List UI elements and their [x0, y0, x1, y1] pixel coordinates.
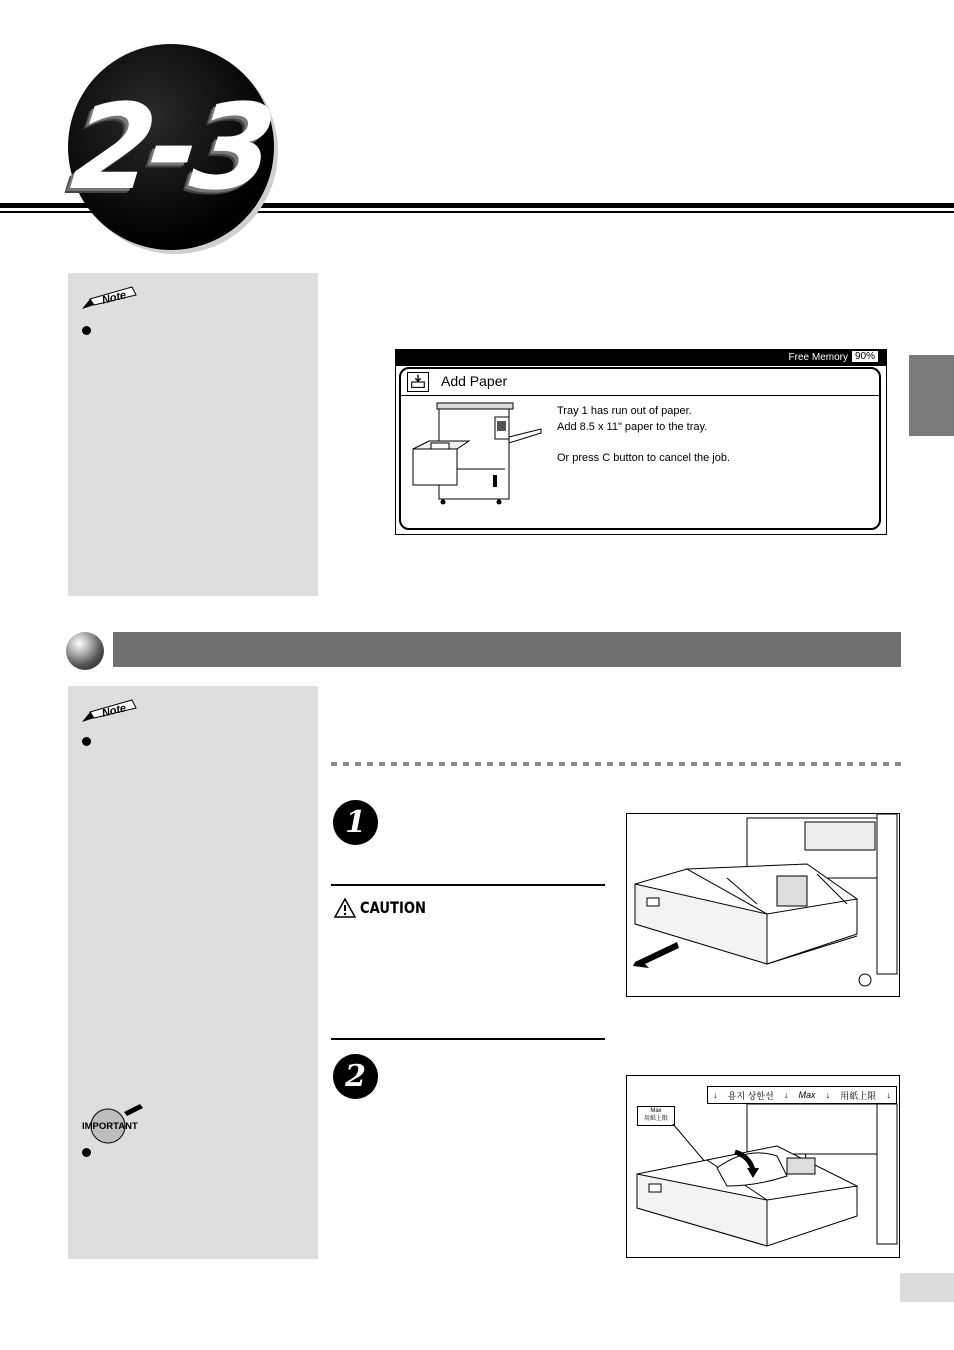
small-max-label: Max 用紙上限	[637, 1106, 675, 1126]
tray-pull-illustration	[626, 813, 900, 997]
caution-rule-top	[331, 884, 605, 886]
step-1-badge: 1	[333, 800, 378, 845]
bullet-icon	[82, 737, 91, 746]
note-pencil-icon	[80, 285, 138, 311]
section-title-bar	[113, 632, 901, 667]
important-badge-icon	[80, 1102, 146, 1146]
caution-label: CAUTION	[360, 898, 426, 917]
warning-triangle-icon	[334, 898, 356, 918]
chapter-number: 2-3	[66, 78, 276, 216]
caution-rule-bottom	[331, 1038, 605, 1040]
panel-title-row	[401, 369, 879, 396]
section-ball-icon	[66, 632, 104, 670]
tray-label-japanese: 用紙上限	[840, 1090, 877, 1101]
copier-illustration	[409, 399, 545, 507]
down-arrow-icon: ↓	[825, 1090, 831, 1100]
message-line-3: Or press C button to cancel the job.	[557, 452, 731, 464]
screen-status-bar	[396, 350, 886, 366]
tray-icon	[407, 372, 429, 392]
note-label: Note	[100, 702, 128, 720]
step-2-badge: 2	[333, 1054, 378, 1099]
bullet-icon	[82, 326, 91, 335]
panel-title: Add Paper	[441, 373, 508, 389]
tray-label-korean: 용지 상한선	[727, 1090, 774, 1101]
free-memory-label: Free Memory	[788, 352, 848, 363]
chapter-side-tab	[909, 355, 954, 436]
down-arrow-icon: ↓	[713, 1090, 718, 1100]
note-pencil-icon	[80, 698, 138, 724]
paper-load-illustration	[626, 1075, 900, 1258]
tray-label-max: Max	[798, 1090, 816, 1100]
message-line-2: Add 8.5 x 11" paper to the tray.	[557, 421, 708, 433]
important-label: IMPORTANT	[82, 1121, 138, 1132]
note-label: Note	[100, 289, 128, 307]
bullet-icon	[82, 1148, 91, 1157]
page-number-box	[900, 1273, 954, 1302]
add-paper-panel	[399, 367, 881, 530]
note-sidebar-top	[68, 273, 318, 596]
add-paper-screen	[395, 349, 887, 535]
down-arrow-icon: ↓	[886, 1090, 891, 1100]
message-line-1: Tray 1 has run out of paper.	[557, 405, 692, 417]
free-memory-value: 90%	[852, 351, 878, 362]
down-arrow-icon: ↓	[783, 1090, 789, 1100]
note-sidebar-bottom	[68, 686, 318, 1259]
dotted-separator	[331, 762, 901, 766]
